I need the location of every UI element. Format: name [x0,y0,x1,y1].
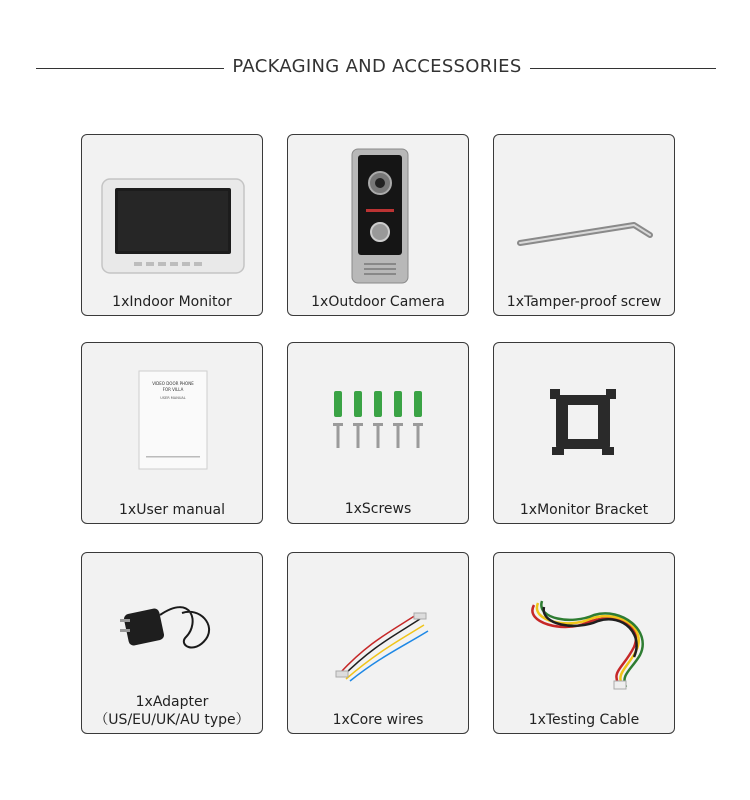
screws-icon [288,343,469,524]
header-rule-right [530,68,716,69]
card-monitor-bracket [493,342,675,524]
item-label: 1xScrews [344,501,412,517]
hex-key-icon [494,135,675,316]
card-tamper-proof-screw [493,134,675,316]
card-indoor-monitor [81,134,263,316]
item-label: 1xCore wires [332,712,424,728]
card-core-wires [287,552,469,734]
header-rule-left [36,68,224,69]
card-adapter [81,552,263,734]
card-user-manual [81,342,263,524]
item-label: 1xIndoor Monitor [112,294,232,310]
item-label-line1: 1xAdapter [135,694,209,710]
user-manual-icon [82,343,263,524]
section-title: PACKAGING AND ACCESSORIES [232,56,522,77]
item-label: 1xTamper-proof screw [506,294,662,310]
testing-cable-icon [494,553,675,734]
manual-text-line2: FOR VILLA [162,387,184,392]
card-outdoor-camera [287,134,469,316]
manual-text-line1: VIDEO DOOR PHONE [152,381,194,386]
card-screws [287,342,469,524]
core-wires-icon [288,553,469,734]
item-label: 1xTesting Cable [528,712,640,728]
item-label: 1xUser manual [119,502,225,518]
bracket-icon [494,343,675,524]
item-label: 1xOutdoor Camera [311,294,445,310]
manual-text-line3: USER MANUAL [160,396,186,400]
outdoor-camera-icon [288,135,469,316]
card-testing-cable [493,552,675,734]
item-label: 1xMonitor Bracket [519,502,649,518]
indoor-monitor-icon [82,135,263,316]
section-header [0,56,750,82]
item-label-line2: （US/EU/UK/AU type） [94,712,250,728]
